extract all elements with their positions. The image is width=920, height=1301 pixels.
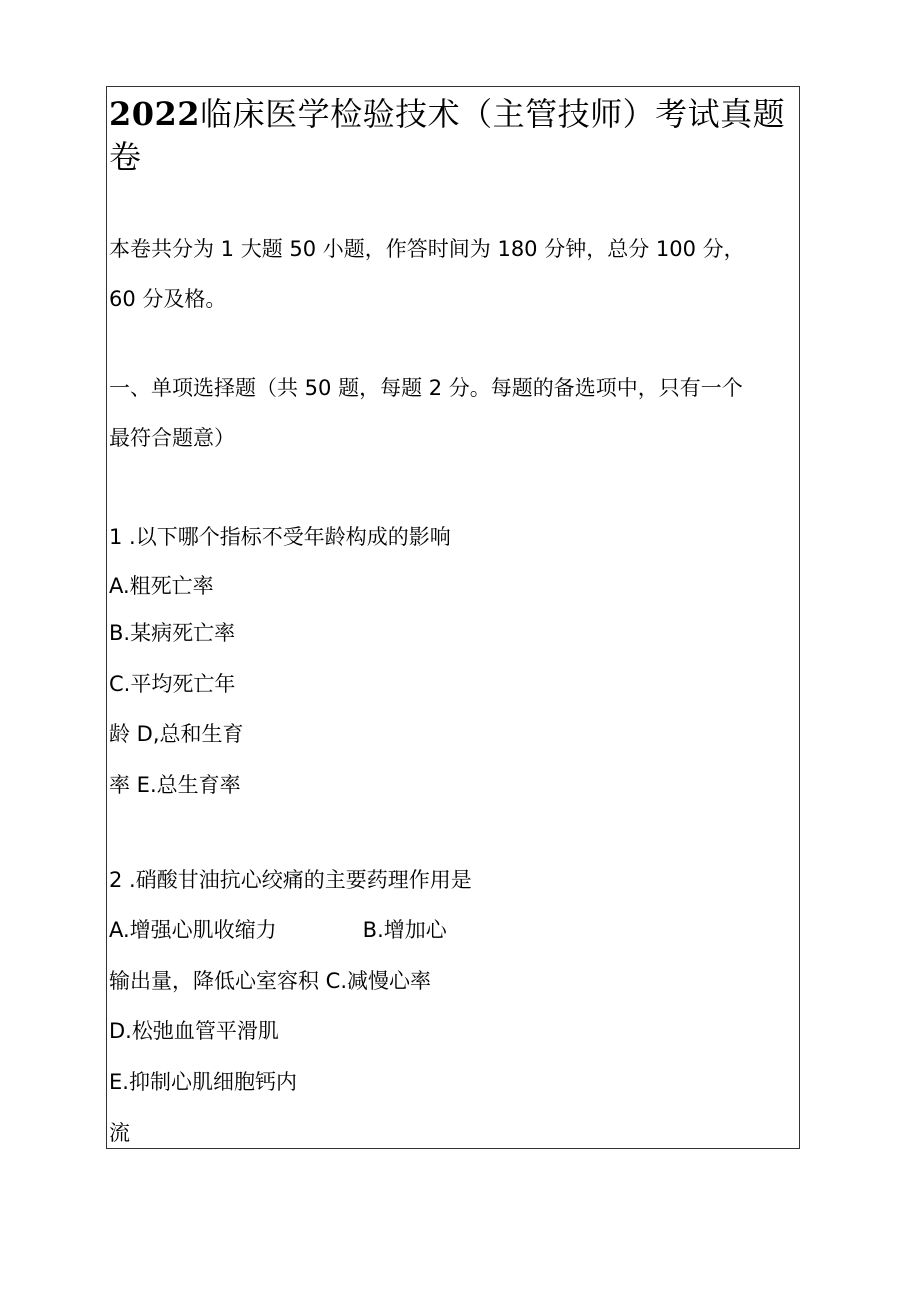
question-2-option-b: B.增加心	[362, 918, 447, 942]
question-2-option-row-1	[109, 918, 447, 942]
intro-line-1: 本卷共分为 1 大题 50 小题，作答时间为 180 分钟，总分 100 分，	[109, 237, 745, 261]
section-heading-line-2: 最符合题意）	[109, 426, 235, 450]
question-2-option-row-2: 输出量，降低心室容积 C.减慢心率	[109, 969, 432, 993]
question-1-option-a: A.粗死亡率	[109, 574, 214, 598]
document-title-line-1	[109, 94, 785, 134]
section-heading-line-1: 一、单项选择题（共 50 题，每题 2 分。每题的备选项中，只有一个	[109, 376, 743, 400]
document-title-line-2: 卷	[109, 138, 142, 176]
question-1-stem: 1 .以下哪个指标不受年龄构成的影响	[109, 525, 451, 549]
question-1-option-d: 龄 D,总和生育	[109, 722, 244, 746]
question-2-option-a: A.增强心肌收缩力	[109, 918, 277, 942]
question-1-option-b: B.某病死亡率	[109, 621, 236, 645]
title-text: 临床医学检验技术（主管技师）考试真题	[200, 95, 786, 133]
question-2-option-e: E.抑制心肌细胞钙内	[109, 1070, 297, 1094]
question-2-option-d: D.松弛血管平滑肌	[109, 1019, 279, 1043]
intro-line-2: 60 分及格。	[109, 287, 227, 311]
question-2-option-e-continued: 流	[109, 1121, 130, 1145]
question-2-stem: 2 .硝酸甘油抗心绞痛的主要药理作用是	[109, 868, 472, 892]
question-1-option-c: C.平均死亡年	[109, 672, 236, 696]
title-year: 2022	[109, 95, 201, 133]
question-1-option-e: 率 E.总生育率	[109, 773, 241, 797]
